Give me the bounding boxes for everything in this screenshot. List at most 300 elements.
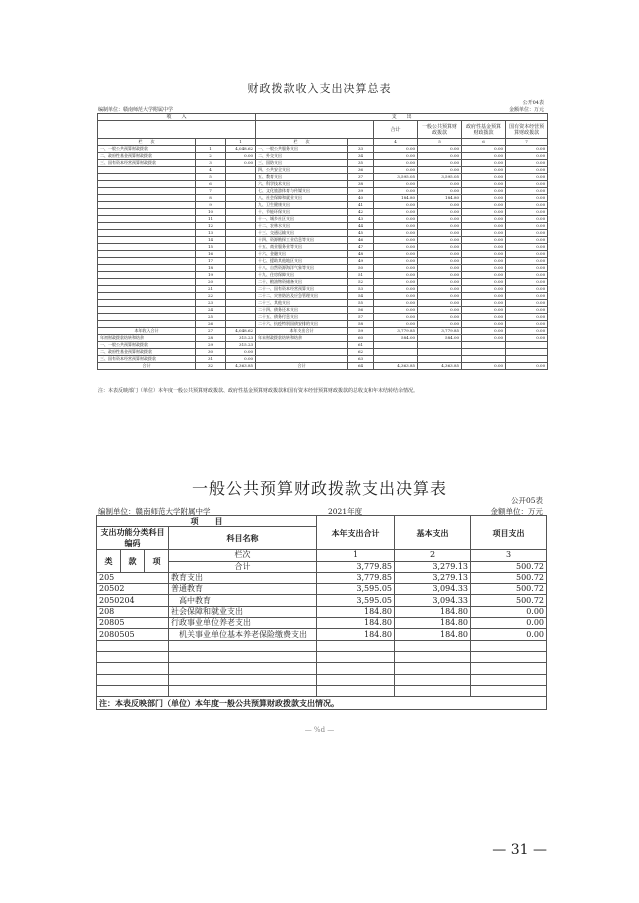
table-cell: 0.00 — [418, 209, 462, 216]
page-stamp: — %d — — [304, 726, 335, 734]
bottom-table-code: 公开05表 — [510, 496, 543, 505]
table-row — [98, 216, 548, 223]
table-cell: 十二、农林水支出 — [256, 223, 348, 230]
col-item-income: 栏 次 — [98, 139, 196, 146]
table-cell: 0.00 — [374, 146, 418, 153]
table-cell: 22 — [196, 293, 226, 300]
name-cell — [169, 685, 317, 696]
value-cell — [317, 651, 395, 662]
table-cell: 0.00 — [462, 363, 506, 370]
table-cell: 二十六、抗疫特别国债安排的支出 — [256, 321, 348, 328]
table-row — [97, 640, 547, 651]
code-cell: 208 — [97, 606, 169, 617]
table-cell — [226, 195, 256, 202]
bottom-note: 注：本表反映部门（单位）本年度一般公共预算财政拨款支出情况。 — [97, 697, 547, 710]
table-cell: 十三、交通运输支出 — [256, 230, 348, 237]
table-cell: 0.00 — [418, 265, 462, 272]
header-basic: 基本支出 — [395, 516, 471, 550]
table-cell: 十七、援助其他地区支出 — [256, 258, 348, 265]
table-cell: 6 — [196, 181, 226, 188]
value-cell — [395, 674, 471, 685]
table-cell: 17 — [196, 258, 226, 265]
table-cell — [226, 286, 256, 293]
code-cell: 2080505 — [97, 629, 169, 640]
table-row — [97, 618, 547, 629]
table-cell: 47 — [348, 244, 374, 251]
table-cell: 一、一般公共预算财政拨款 — [98, 146, 196, 153]
table-cell: 0.00 — [506, 146, 548, 153]
table-cell: 十四、资源勘探工业信息等支出 — [256, 237, 348, 244]
table-cell — [226, 307, 256, 314]
table-row — [98, 363, 548, 370]
table-cell: 0.00 — [418, 244, 462, 251]
table-cell: 4,363.85 — [226, 363, 256, 370]
table-cell — [462, 356, 506, 363]
table-cell: 0.00 — [418, 258, 462, 265]
table-cell: 14 — [196, 237, 226, 244]
total-label: 合计 — [169, 561, 317, 572]
table-cell: 4,048.62 — [226, 146, 256, 153]
table-cell — [98, 300, 196, 307]
table-cell: 0.00 — [506, 265, 548, 272]
table-cell: 0.00 — [418, 272, 462, 279]
col-num: 6 — [462, 139, 506, 146]
col-num: 1 — [317, 550, 395, 561]
table-cell: 42 — [348, 209, 374, 216]
table-cell: 27 — [196, 328, 226, 335]
table-cell — [98, 181, 196, 188]
table-cell: 0.00 — [418, 321, 462, 328]
table-cell — [98, 230, 196, 237]
code-cell — [97, 685, 169, 696]
table-cell: 三、国有资本经营预算财政拨款 — [98, 356, 196, 363]
table-row — [98, 181, 548, 188]
name-cell — [169, 663, 317, 674]
table-cell: 0.00 — [374, 321, 418, 328]
table-cell — [226, 244, 256, 251]
header-lei: 类 — [97, 550, 121, 573]
table-row — [98, 321, 548, 328]
table-cell: 十、节能环保支出 — [256, 209, 348, 216]
value-cell — [317, 674, 395, 685]
table-row — [98, 279, 548, 286]
table-cell: 二十一、国有资本经营预算支出 — [256, 286, 348, 293]
table-cell: 本年支出合计 — [256, 328, 348, 335]
table-cell: 0.00 — [506, 300, 548, 307]
table-cell — [226, 314, 256, 321]
col-num: 7 — [506, 139, 548, 146]
table-cell: 38 — [348, 181, 374, 188]
value-cell — [471, 640, 547, 651]
table-cell — [506, 342, 548, 349]
table-cell: 0.00 — [506, 335, 548, 342]
table-row — [98, 167, 548, 174]
header-item: 项 目 — [97, 516, 317, 527]
table-cell — [98, 272, 196, 279]
table-row — [98, 314, 548, 321]
table-cell — [98, 244, 196, 251]
name-cell: 教育支出 — [169, 572, 317, 583]
col-num: 1 — [226, 139, 256, 146]
table-cell: 45 — [348, 230, 374, 237]
name-cell — [169, 640, 317, 651]
table-cell: 12 — [196, 223, 226, 230]
table-cell: 0.00 — [374, 188, 418, 195]
table-cell — [418, 349, 462, 356]
table-cell: 0.00 — [374, 300, 418, 307]
table-cell: 0.00 — [462, 321, 506, 328]
table-row — [98, 160, 548, 167]
table-cell: 64 — [348, 363, 374, 370]
expense-header: 支 出 — [256, 114, 548, 121]
col-item-expense: 栏 次 — [256, 139, 348, 146]
table-cell: 3 — [196, 160, 226, 167]
table-row — [98, 335, 548, 342]
table-cell: 0.00 — [374, 314, 418, 321]
table-cell: 0.00 — [418, 251, 462, 258]
table-cell — [98, 314, 196, 321]
bottom-unit-label: 编制单位：赣南师范大学附属中学 — [98, 507, 211, 516]
table-cell: 0.00 — [506, 160, 548, 167]
table-cell: 0.00 — [462, 174, 506, 181]
table-cell: 3,779.85 — [374, 328, 418, 335]
table-cell: 0.00 — [462, 237, 506, 244]
table-cell: 49 — [348, 258, 374, 265]
table-cell: 63 — [348, 356, 374, 363]
table-cell: 0.00 — [506, 202, 548, 209]
table-cell: 0.00 — [462, 146, 506, 153]
table-cell: 54 — [348, 293, 374, 300]
table-cell: 二、政府性基金预算财政拨款 — [98, 349, 196, 356]
table-cell: 315.23 — [226, 335, 256, 342]
table-cell: 46 — [348, 237, 374, 244]
table-cell: 3,779.85 — [418, 328, 462, 335]
table-cell: 52 — [348, 279, 374, 286]
table-cell: 0.00 — [374, 258, 418, 265]
table-row — [98, 272, 548, 279]
table-cell: 0.00 — [374, 307, 418, 314]
value-cell: 500.72 — [471, 584, 547, 595]
col-total: 合计 — [374, 121, 418, 139]
table-cell: 51 — [348, 272, 374, 279]
table-cell: 61 — [348, 342, 374, 349]
table-row — [98, 153, 548, 160]
table-cell: 0.00 — [418, 181, 462, 188]
table-cell: 0.00 — [506, 244, 548, 251]
table-cell: 0.00 — [506, 223, 548, 230]
table-cell: 0.00 — [418, 286, 462, 293]
table-cell — [462, 342, 506, 349]
table-cell: 0.00 — [462, 293, 506, 300]
value-cell: 3,779.85 — [317, 572, 395, 583]
table-row — [97, 595, 547, 606]
table-cell: 0.00 — [462, 209, 506, 216]
table-cell: 0.00 — [226, 356, 256, 363]
table-cell: 8 — [196, 195, 226, 202]
code-cell — [97, 651, 169, 662]
table-cell — [226, 230, 256, 237]
value-cell — [395, 651, 471, 662]
table-cell: 0.00 — [506, 153, 548, 160]
table-cell: 十八、自然资源海洋气象等支出 — [256, 265, 348, 272]
value-cell: 0.00 — [471, 618, 547, 629]
table-cell: 六、科学技术支出 — [256, 181, 348, 188]
table-cell — [226, 223, 256, 230]
col-fund: 政府性基金预算财政拨款 — [462, 121, 506, 139]
table-cell: 0.00 — [462, 265, 506, 272]
table-cell: 0.00 — [374, 230, 418, 237]
value-cell: 3,279.13 — [395, 572, 471, 583]
name-cell: 行政事业单位养老支出 — [169, 618, 317, 629]
table-cell: 0.00 — [506, 209, 548, 216]
table-cell: 0.00 — [506, 293, 548, 300]
table-cell: 九、卫生健康支出 — [256, 202, 348, 209]
table-cell: 十六、金融支出 — [256, 251, 348, 258]
table-cell: 59 — [348, 328, 374, 335]
table-cell: 0.00 — [462, 279, 506, 286]
table-cell — [98, 202, 196, 209]
header-total: 本年支出合计 — [317, 516, 395, 550]
table-cell: 0.00 — [462, 314, 506, 321]
table-cell: 本年收入合计 — [98, 328, 196, 335]
table-cell: 0.00 — [226, 153, 256, 160]
top-summary-table — [97, 113, 548, 370]
table-cell: 4,363.85 — [374, 363, 418, 370]
table-cell: 0.00 — [418, 293, 462, 300]
table-cell: 0.00 — [374, 223, 418, 230]
table-cell — [226, 209, 256, 216]
col-num: 4 — [374, 139, 418, 146]
table-cell: 0.00 — [506, 363, 548, 370]
table-cell — [98, 223, 196, 230]
top-amount-unit: 金额单位：万元 — [508, 107, 544, 113]
table-cell: 0.00 — [374, 293, 418, 300]
table-cell: 八、社会保障和就业支出 — [256, 195, 348, 202]
table-cell: 40 — [348, 195, 374, 202]
table-row — [98, 237, 548, 244]
table-cell: 十九、住房保障支出 — [256, 272, 348, 279]
table-cell — [418, 342, 462, 349]
table-cell: 0.00 — [374, 216, 418, 223]
table-cell — [98, 293, 196, 300]
table-cell: 0.00 — [374, 209, 418, 216]
value-cell: 184.80 — [395, 606, 471, 617]
table-cell: 二十三、其他支出 — [256, 300, 348, 307]
table-cell: 10 — [196, 209, 226, 216]
table-cell: 二十五、债务付息支出 — [256, 314, 348, 321]
table-cell — [374, 342, 418, 349]
table-cell — [226, 237, 256, 244]
table-cell: 0.00 — [374, 202, 418, 209]
total-value: 3,779.85 — [317, 561, 395, 572]
table-cell: 30 — [196, 349, 226, 356]
table-row — [98, 188, 548, 195]
table-cell: 48 — [348, 251, 374, 258]
table-cell: 0.00 — [506, 286, 548, 293]
table-cell: 五、教育支出 — [256, 174, 348, 181]
table-cell: 七、文化旅游体育与传媒支出 — [256, 188, 348, 195]
lanci-label: 栏次 — [169, 550, 317, 561]
table-cell: 37 — [348, 174, 374, 181]
table-cell — [98, 195, 196, 202]
table-cell: 19 — [196, 272, 226, 279]
value-cell: 3,094.33 — [395, 595, 471, 606]
code-cell — [97, 663, 169, 674]
table-cell: 26 — [196, 321, 226, 328]
table-cell: 0.00 — [506, 328, 548, 335]
table-cell — [256, 349, 348, 356]
table-row — [97, 572, 547, 583]
table-cell: 9 — [196, 202, 226, 209]
table-cell: 0.00 — [462, 181, 506, 188]
value-cell: 0.00 — [471, 629, 547, 640]
top-table-title: 财政拨款收入支出决算总表 — [247, 82, 392, 95]
value-cell: 500.72 — [471, 595, 547, 606]
table-row — [98, 293, 548, 300]
table-cell: 一、一般公共服务支出 — [256, 146, 348, 153]
table-cell: 0.00 — [374, 279, 418, 286]
table-cell: 21 — [196, 286, 226, 293]
col-num: 5 — [418, 139, 462, 146]
table-cell — [226, 188, 256, 195]
table-row — [98, 209, 548, 216]
value-cell: 500.72 — [471, 572, 547, 583]
table-cell: 1 — [196, 146, 226, 153]
table-cell — [98, 279, 196, 286]
table-cell: 57 — [348, 314, 374, 321]
table-cell: 0.00 — [506, 279, 548, 286]
table-cell: 53 — [348, 286, 374, 293]
value-cell: 0.00 — [471, 606, 547, 617]
table-cell: 41 — [348, 202, 374, 209]
table-cell — [226, 258, 256, 265]
value-cell: 3,094.33 — [395, 584, 471, 595]
table-row — [97, 663, 547, 674]
header-xiang: 项 — [145, 550, 169, 573]
value-cell — [471, 651, 547, 662]
total-value: 3,279.13 — [395, 561, 471, 572]
table-cell: 0.00 — [462, 244, 506, 251]
table-row — [98, 356, 548, 363]
value-cell: 3,595.05 — [317, 595, 395, 606]
col-capital: 国有资本经营预算财政拨款 — [506, 121, 548, 139]
table-cell: 二、外交支出 — [256, 153, 348, 160]
table-cell: 0.00 — [462, 188, 506, 195]
table-cell: 0.00 — [418, 314, 462, 321]
bottom-amount-unit: 金额单位：万元 — [490, 507, 543, 516]
value-cell: 184.80 — [317, 606, 395, 617]
value-cell: 184.80 — [317, 618, 395, 629]
code-cell: 2050204 — [97, 595, 169, 606]
table-cell — [226, 272, 256, 279]
name-cell — [169, 674, 317, 685]
table-cell: 0.00 — [418, 146, 462, 153]
table-cell: 合计 — [256, 363, 348, 370]
header-kuan: 款 — [121, 550, 145, 573]
table-cell: 年初财政拨款结转和结余 — [98, 335, 196, 342]
table-row — [98, 146, 548, 153]
table-cell — [226, 251, 256, 258]
value-cell — [317, 640, 395, 651]
value-cell — [395, 663, 471, 674]
header-project: 项目支出 — [471, 516, 547, 550]
table-cell — [98, 321, 196, 328]
table-cell — [418, 356, 462, 363]
table-cell — [98, 209, 196, 216]
table-cell: 36 — [348, 167, 374, 174]
table-cell: 0.00 — [506, 237, 548, 244]
col-general: 一般公共预算财政拨款 — [418, 121, 462, 139]
table-cell: 0.00 — [506, 307, 548, 314]
table-row — [97, 606, 547, 617]
table-cell — [98, 174, 196, 181]
table-cell: 0.00 — [506, 188, 548, 195]
table-cell: 0.00 — [462, 335, 506, 342]
table-cell: 584.00 — [418, 335, 462, 342]
table-cell: 4,363.85 — [418, 363, 462, 370]
table-cell: 0.00 — [374, 160, 418, 167]
table-cell: 0.00 — [462, 251, 506, 258]
table-row — [97, 674, 547, 685]
table-cell: 62 — [348, 349, 374, 356]
table-cell: 4 — [196, 167, 226, 174]
name-cell: 机关事业单位基本养老保险缴费支出 — [169, 629, 317, 640]
table-cell — [226, 174, 256, 181]
table-cell: 16 — [196, 251, 226, 258]
table-cell: 0.00 — [462, 195, 506, 202]
value-cell — [317, 685, 395, 696]
table-cell: 13 — [196, 230, 226, 237]
name-cell — [169, 651, 317, 662]
table-cell: 60 — [348, 335, 374, 342]
table-cell: 315.23 — [226, 342, 256, 349]
table-cell — [374, 356, 418, 363]
table-cell: 0.00 — [226, 160, 256, 167]
table-cell: 0.00 — [462, 272, 506, 279]
table-cell: 0.00 — [506, 216, 548, 223]
table-cell — [98, 251, 196, 258]
table-cell: 0.00 — [462, 307, 506, 314]
table-cell: 十一、城乡社区支出 — [256, 216, 348, 223]
table-row — [98, 223, 548, 230]
table-cell: 0.00 — [374, 272, 418, 279]
value-cell: 184.80 — [395, 618, 471, 629]
table-cell — [98, 307, 196, 314]
table-cell: 3,595.05 — [374, 174, 418, 181]
top-note: 注：本表反映部门（单位）本年度一般公共预算财政拨款、政府性基金预算财政拨款和国有资本经营预算财政拨款的总收支和年末结转结余情况。 — [98, 388, 419, 394]
code-cell: 205 — [97, 572, 169, 583]
table-cell: 50 — [348, 265, 374, 272]
table-cell: 0.00 — [418, 167, 462, 174]
table-cell: 年末财政拨款结转和结余 — [256, 335, 348, 342]
table-cell — [256, 356, 348, 363]
table-cell: 0.00 — [418, 216, 462, 223]
table-cell: 4,048.62 — [226, 328, 256, 335]
table-cell: 0.00 — [418, 188, 462, 195]
table-cell: 0.00 — [374, 251, 418, 258]
table-cell: 0.00 — [462, 286, 506, 293]
table-cell: 0.00 — [418, 307, 462, 314]
table-cell: 31 — [196, 356, 226, 363]
table-cell: 0.00 — [374, 265, 418, 272]
table-cell — [226, 265, 256, 272]
table-cell — [462, 349, 506, 356]
table-cell: 0.00 — [374, 244, 418, 251]
value-cell — [471, 685, 547, 696]
table-cell — [226, 202, 256, 209]
table-cell: 0.00 — [418, 279, 462, 286]
table-row — [98, 244, 548, 251]
